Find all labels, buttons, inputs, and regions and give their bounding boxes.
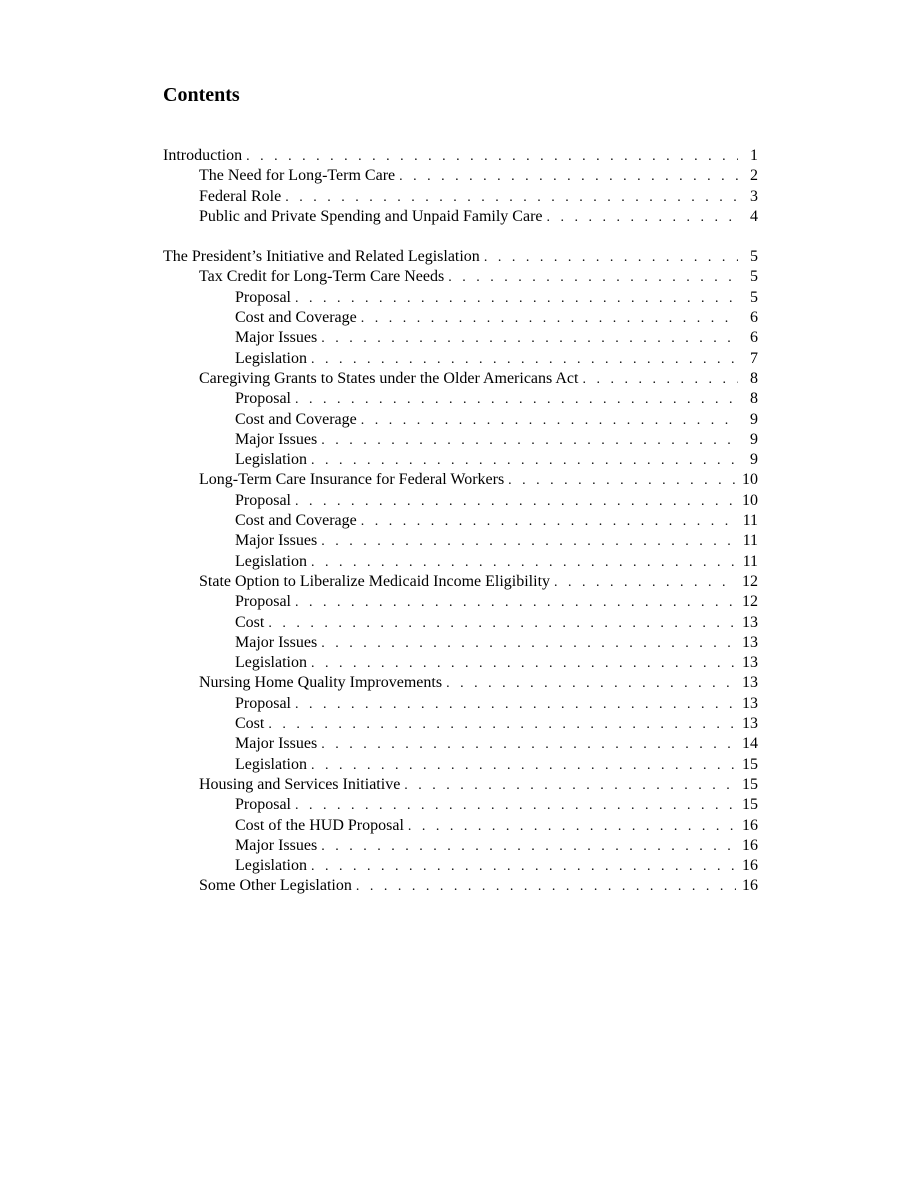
toc-entry[interactable] — [163, 328, 758, 348]
toc-entry-title: Tax Credit for Long-Term Care Needs — [199, 268, 445, 286]
toc-entry[interactable] — [163, 491, 758, 511]
dot-leader — [268, 715, 736, 735]
toc-entry[interactable] — [163, 653, 758, 673]
dot-leader — [361, 411, 738, 431]
dot-leader — [321, 634, 736, 654]
toc-entry[interactable] — [163, 369, 758, 389]
toc-entry-title: Major Issues — [235, 735, 318, 753]
toc-entry-title: Proposal — [235, 593, 291, 611]
toc-entry-page: 3 — [750, 187, 758, 205]
dot-leader — [295, 593, 736, 613]
dot-leader — [361, 309, 738, 329]
toc-entry-page: 9 — [750, 430, 758, 448]
toc-entry-page: 13 — [742, 715, 758, 733]
dot-leader — [356, 877, 736, 897]
toc-entry-title: Legislation — [235, 755, 307, 773]
toc-entry[interactable] — [163, 267, 758, 287]
toc-entry[interactable] — [163, 430, 758, 450]
toc-entry[interactable] — [163, 816, 758, 836]
toc-entry-page: 16 — [742, 857, 758, 875]
toc-entry-page: 16 — [742, 877, 758, 895]
toc-entry-page: 13 — [742, 694, 758, 712]
toc-entry[interactable] — [163, 694, 758, 714]
dot-leader — [448, 268, 738, 288]
table-of-contents — [163, 146, 758, 917]
dot-leader — [311, 553, 737, 573]
toc-entry-title: Housing and Services Initiative — [199, 775, 401, 793]
toc-entry-page: 11 — [742, 552, 758, 570]
dot-leader — [508, 471, 736, 491]
dot-leader — [582, 370, 738, 390]
toc-entry-title: Federal Role — [199, 187, 282, 205]
toc-entry-title: Cost and Coverage — [235, 410, 357, 428]
dot-leader — [311, 451, 738, 471]
dot-leader — [547, 208, 739, 228]
toc-entry-title: Proposal — [235, 288, 291, 306]
toc-entry[interactable] — [163, 511, 758, 531]
toc-entry-title: The President’s Initiative and Related Legislation — [163, 248, 480, 266]
toc-entry-title: The Need for Long-Term Care — [199, 167, 396, 185]
toc-entry-title: State Option to Liberalize Medicaid Income Eligibility — [199, 572, 551, 590]
toc-entry-page: 5 — [750, 288, 758, 306]
toc-entry[interactable] — [163, 247, 758, 267]
toc-entry[interactable] — [163, 795, 758, 815]
toc-entry[interactable] — [163, 146, 758, 166]
toc-entry[interactable] — [163, 349, 758, 369]
toc-entry-title: Proposal — [235, 491, 291, 509]
toc-entry-page: 9 — [750, 410, 758, 428]
dot-leader — [484, 248, 738, 268]
dot-leader — [295, 695, 736, 715]
toc-entry-title: Legislation — [235, 552, 307, 570]
dot-leader — [268, 614, 736, 634]
toc-section — [163, 146, 758, 227]
dot-leader — [399, 167, 738, 187]
page-title: Contents — [163, 84, 240, 106]
toc-entry-page: 11 — [742, 512, 758, 530]
toc-entry-page: 14 — [742, 735, 758, 753]
toc-entry[interactable] — [163, 755, 758, 775]
dot-leader — [295, 289, 738, 309]
toc-entry-page: 4 — [750, 207, 758, 225]
toc-entry-page: 5 — [750, 268, 758, 286]
toc-entry-title: Major Issues — [235, 836, 318, 854]
dot-leader — [311, 857, 736, 877]
toc-entry-title: Cost — [235, 715, 265, 733]
dot-leader — [311, 654, 736, 674]
toc-entry[interactable] — [163, 470, 758, 490]
dot-leader — [295, 492, 736, 512]
dot-leader — [321, 431, 738, 451]
toc-entry-page: 13 — [742, 613, 758, 631]
toc-entry-title: Proposal — [235, 694, 291, 712]
toc-entry-title: Some Other Legislation — [199, 877, 352, 895]
toc-entry-page: 12 — [742, 593, 758, 611]
toc-entry-page: 16 — [742, 816, 758, 834]
toc-entry-page: 11 — [742, 532, 758, 550]
toc-entry-title: Major Issues — [235, 329, 318, 347]
toc-entry-page: 8 — [750, 390, 758, 408]
toc-entry-title: Major Issues — [235, 430, 318, 448]
toc-entry[interactable] — [163, 856, 758, 876]
toc-entry[interactable] — [163, 572, 758, 592]
toc-entry-page: 13 — [742, 654, 758, 672]
toc-entry-page: 13 — [742, 674, 758, 692]
dot-leader — [295, 390, 738, 410]
dot-leader — [408, 817, 736, 837]
toc-entry[interactable] — [163, 552, 758, 572]
toc-entry[interactable] — [163, 450, 758, 470]
toc-entry-title: Major Issues — [235, 633, 318, 651]
toc-entry[interactable] — [163, 389, 758, 409]
toc-entry-page: 6 — [750, 309, 758, 327]
toc-entry-title: Proposal — [235, 390, 291, 408]
toc-entry[interactable] — [163, 673, 758, 693]
toc-entry-page: 13 — [742, 633, 758, 651]
toc-entry[interactable] — [163, 775, 758, 795]
toc-entry[interactable] — [163, 531, 758, 551]
toc-entry-page: 15 — [742, 796, 758, 814]
toc-entry-title: Caregiving Grants to States under the Older Americans Act — [199, 369, 579, 387]
toc-entry[interactable] — [163, 592, 758, 612]
toc-entry[interactable] — [163, 734, 758, 754]
toc-entry-page: 2 — [750, 167, 758, 185]
toc-entry[interactable] — [163, 308, 758, 328]
toc-entry-title: Cost and Coverage — [235, 512, 357, 530]
toc-entry-title: Cost — [235, 613, 265, 631]
toc-entry[interactable] — [163, 166, 758, 186]
dot-leader — [321, 735, 736, 755]
toc-entry-page: 15 — [742, 755, 758, 773]
toc-entry[interactable] — [163, 836, 758, 856]
toc-entry-page: 16 — [742, 836, 758, 854]
toc-entry-title: Long-Term Care Insurance for Federal Workers — [199, 471, 505, 489]
toc-entry-title: Introduction — [163, 147, 243, 164]
toc-entry-page: 9 — [750, 451, 758, 469]
toc-entry-title: Proposal — [235, 796, 291, 814]
toc-entry-title: Major Issues — [235, 532, 318, 550]
toc-entry[interactable] — [163, 876, 758, 896]
toc-entry[interactable] — [163, 187, 758, 207]
dot-leader — [295, 796, 736, 816]
dot-leader — [404, 776, 736, 796]
toc-entry-page: 10 — [742, 471, 758, 489]
toc-entry-title: Legislation — [235, 349, 307, 367]
toc-entry-page: 1 — [750, 147, 758, 164]
toc-section — [163, 247, 758, 897]
toc-entry-title: Legislation — [235, 857, 307, 875]
dot-leader — [321, 837, 736, 857]
toc-entry-title: Legislation — [235, 654, 307, 672]
toc-entry[interactable] — [163, 288, 758, 308]
dot-leader — [361, 512, 737, 532]
dot-leader — [285, 188, 738, 208]
toc-entry[interactable] — [163, 714, 758, 734]
dot-leader — [554, 573, 736, 593]
toc-entry-title: Public and Private Spending and Unpaid Family Care — [199, 207, 543, 225]
toc-entry-page: 8 — [750, 369, 758, 387]
dot-leader — [246, 147, 738, 167]
dot-leader — [321, 329, 738, 349]
toc-entry-title: Cost of the HUD Proposal — [235, 816, 404, 834]
toc-entry[interactable] — [163, 633, 758, 653]
toc-entry[interactable] — [163, 613, 758, 633]
dot-leader — [311, 756, 736, 776]
toc-entry-page: 7 — [750, 349, 758, 367]
toc-entry-page: 15 — [742, 775, 758, 793]
toc-entry-page: 10 — [742, 491, 758, 509]
toc-entry-title: Cost and Coverage — [235, 309, 357, 327]
toc-entry[interactable] — [163, 207, 758, 227]
dot-leader — [321, 532, 736, 552]
toc-entry-page: 5 — [750, 248, 758, 266]
toc-entry[interactable] — [163, 410, 758, 430]
toc-entry-page: 6 — [750, 329, 758, 347]
toc-entry-title: Nursing Home Quality Improvements — [199, 674, 443, 692]
toc-entry-page: 12 — [742, 572, 758, 590]
dot-leader — [311, 350, 738, 370]
dot-leader — [446, 674, 736, 694]
toc-entry-title: Legislation — [235, 451, 307, 469]
